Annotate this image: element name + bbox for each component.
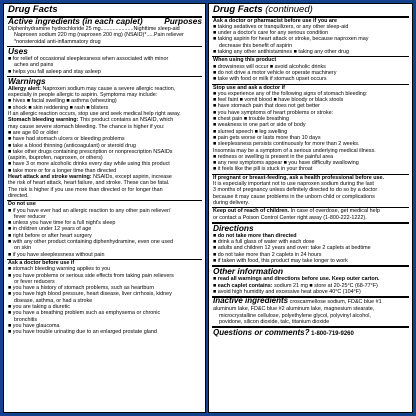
keep-out-line: or contact a Poison Control Center right away (1-800-222-1222). <box>213 214 367 221</box>
inactive-ingredient-line: aluminum lake, FD&C blue #2 aluminum lake, magnesium stearate, <box>213 306 375 313</box>
keep-out-line: Keep out of reach of children. In case of overdose, get medical help <box>213 208 380 215</box>
ask-pharmacist-line: ■ under a doctor's care for any serious condition <box>213 30 329 37</box>
inactive-ingredients-line <box>213 298 409 305</box>
ask-doctor-line: ■ you have high blood pressure, heart disease, liver cirrhosis, kidney <box>8 291 172 298</box>
do-not-use-heading: Do not use <box>8 201 36 208</box>
ask-doctor-line: bronchitis <box>14 316 38 323</box>
purposes-heading: Purposes <box>164 17 202 26</box>
ask-doctor-line: ■ you have glaucoma <box>8 322 60 329</box>
when-using-heading: When using this product <box>213 57 277 64</box>
use-line: ■ helps you fall asleep and stay asleep <box>8 68 101 75</box>
do-not-use-line: ■ if you have sleeplessness without pain <box>8 251 105 258</box>
ask-doctor-line: ■ stomach bleeding warning applies to you <box>8 266 111 273</box>
warning-line: directed. <box>8 192 29 199</box>
drug-facts-title: Drug Facts <box>213 5 263 15</box>
warning-line: ■ are age 60 or older <box>8 129 59 136</box>
stop-use-line: ■ you experience any of the following signs of stomach bleeding: <box>213 90 368 97</box>
warning-line: Heart attack and stroke warning: NSAIDs, except aspirin, increase <box>8 174 172 180</box>
warning-line: ■ take more or for a longer time than directed <box>8 167 117 174</box>
do-not-use-line: ■ right before or after heart surgery <box>8 232 92 239</box>
ask-doctor-line: ■ you have a history of stomach problems, such as heartburn <box>8 285 155 292</box>
do-not-use-line: on skin <box>14 245 32 252</box>
stop-use-line: ■ any new symptoms appear ■ you have difficulty swallowing <box>213 160 359 167</box>
warning-line: If an allergic reaction occurs, stop use and seek medical help right away. <box>8 111 181 117</box>
stop-use-line: ■ redness or swelling is present in the painful area <box>213 153 334 160</box>
warning-line: especially in people allergic to aspirin. Symptoms may include: <box>8 92 158 99</box>
direction-line: ■ do not take more than directed <box>213 232 297 239</box>
warning-line: ■ have 3 or more alcoholic drinks every day while using this product <box>8 161 170 168</box>
active-ingredient-line: Diphenhydramine hydrochloride 25 mg......................Nighttime sleep-aid <box>8 26 180 32</box>
do-not-use-line: ■ unless you have time for a full night's sleep <box>8 220 116 227</box>
inactive-ingredients-heading: Inactive ingredients <box>213 298 289 306</box>
stop-use-line: ■ feel faint ■ vomit blood ■ have bloody or black stools <box>213 97 344 104</box>
drug-facts-title: Drug Facts <box>8 5 58 15</box>
warning-line: may cause severe stomach bleeding. The chance is higher if you: <box>8 123 165 130</box>
stop-use-line: ■ chest pain ■ trouble breathing <box>213 116 290 122</box>
active-ingredients-heading: Active ingredients (in each caplet) <box>8 17 143 26</box>
ask-pharmacist-heading: Ask a doctor or pharmacist before use if you are <box>213 17 338 24</box>
warning-line: ■ have had stomach ulcers or bleeding problems <box>8 136 125 143</box>
stop-use-line: ■ it feels like the pill is stuck in your throat <box>213 166 313 173</box>
do-not-use-line: ■ if you have ever had an allergic reaction to any other pain reliever/ <box>8 207 171 214</box>
stop-use-line: ■ slurred speech ■ leg swelling <box>213 128 288 135</box>
use-line: aches and pains <box>14 62 54 69</box>
warnings-heading: Warnings <box>8 76 46 86</box>
pregnant-line: during delivery. <box>213 199 250 206</box>
do-not-use-line: fever reducer <box>14 213 46 220</box>
when-using-line: ■ drowsiness will occur ■ avoid alcoholic drinks <box>213 63 326 70</box>
ask-pharmacist-line: ■ taking aspirin for heart attack or stroke, because naproxen may <box>213 36 369 43</box>
pregnant-line: If pregnant or breast-feeding, ask a health professional before use. <box>213 174 385 181</box>
warning-line: Stomach bleeding warning: This product contains an NSAID, which <box>8 117 174 124</box>
ask-doctor-line: or fever reducers <box>14 278 55 285</box>
pregnant-line: because it may cause problems in the unborn child or complications <box>213 193 375 200</box>
continued-label: (continued) <box>262 5 313 15</box>
other-info-line: ■ read all warnings and directions before use. Keep outer carton. <box>213 276 380 283</box>
ask-pharmacist-line: ■ taking sedatives or tranquilizers, or any other sleep-aid <box>213 23 349 30</box>
warning-line: ■ hives ■ facial swelling ■ asthma (wheezing) <box>8 98 117 105</box>
when-using-line: ■ do not drive a motor vehicle or operate machinery <box>213 69 337 76</box>
pregnant-line: 3 months of pregnancy unless definitely directed to do so by a doctor <box>213 187 378 194</box>
drug-facts-continued-title <box>213 5 409 15</box>
do-not-use-line: ■ in children under 12 years of age <box>8 226 92 233</box>
direction-line: ■ adults and children 12 years and over: take 2 caplets at bedtime <box>213 245 371 252</box>
stop-use-line: ■ have stomach pain that does not get better <box>213 103 320 110</box>
ask-doctor-line: ■ you have a breathing problem such as emphysema or chronic <box>8 310 161 317</box>
pregnant-line: It is especially important not to use naproxen sodium during the last <box>213 181 374 187</box>
questions-heading: Questions or comments? <box>213 328 310 338</box>
stop-use-line: ■ pain gets worse or lasts more than 10 days <box>213 134 321 141</box>
stop-use-line: ■ sleeplessness persists continuously for more than 2 weeks. <box>213 141 360 148</box>
ask-doctor-line: ■ you have problems or serious side effects from taking pain relievers <box>8 272 174 279</box>
inactive-ingredient-line: microcrystalline cellulose, polyethylene glycol, polyvinyl alcohol, <box>219 312 371 319</box>
warning-line: Allergy alert: Naproxen sodium may cause a severe allergic reaction, <box>8 85 176 92</box>
ask-pharmacist-line: ■ taking any other antihistamines ■ taking any other drug <box>213 49 349 55</box>
stop-use-line: ■ weakness in one part or side of body <box>213 122 306 129</box>
inactive-ingredient-line: povidone, silicon dioxide, talc, titanium dioxide <box>219 318 330 325</box>
direction-line: ■ drink a full glass of water with each dose <box>213 239 315 246</box>
ask-doctor-line: ■ you have trouble urinating due to an enlarged prostate gland <box>8 329 157 336</box>
stop-use-line: ■ you have symptoms of heart problems or stroke: <box>213 109 334 116</box>
direction-line: ■ do not take more than 2 caplets in 24 hours <box>213 251 322 258</box>
drug-facts-panel-right <box>208 3 413 413</box>
drug-facts-panel-left <box>3 3 206 413</box>
other-info-line: ■ avoid high humidity and excessive heat above 40°C (104°F) <box>213 288 361 295</box>
other-information-heading: Other information <box>213 267 284 277</box>
use-line: ■ for relief of occasional sleeplessness when associated with minor <box>8 55 169 62</box>
stop-use-heading: Stop use and ask a doctor if <box>213 84 285 91</box>
ask-doctor-heading: Ask a doctor before use if <box>8 259 75 266</box>
warning-line: ■ shock ■ skin reddening ■ rash ■ blisters <box>8 104 109 111</box>
ask-pharmacist-line: decrease this benefit of aspirin <box>219 42 293 49</box>
stop-use-line: Insomnia may be a symptom of a serious underlying medical illness. <box>213 147 376 154</box>
inactive-ingredients-first: croscarmellose sodium, FD&C blue #1 <box>288 299 382 306</box>
direction-line: ■ if taken with food, this product may take longer to work <box>213 258 348 264</box>
questions-line <box>213 328 409 339</box>
other-info-line: ■ each caplet contains: sodium 21 mg ■ store at 20-25°C (68-77°F) <box>213 282 378 289</box>
warning-line: (aspirin, ibuprofen, naproxen, or others) <box>8 155 103 162</box>
uses-heading: Uses <box>8 46 28 56</box>
when-using-line: ■ take with food or milk if stomach upset occurs <box>213 76 327 83</box>
warning-line: the risk of heart attack, heart failure, and stroke. These can be fatal. <box>8 180 170 187</box>
ask-doctor-line: disease, asthma, or had a stroke <box>14 297 93 304</box>
active-ingredient-line: *nonsteroidal anti-inflammatory drug <box>14 38 101 45</box>
phone-number: 1-800-719-9260 <box>309 331 354 338</box>
do-not-use-line: ■ with any other product containing diphenhydramine, even one used <box>8 239 174 245</box>
ask-doctor-line: ■ you are taking a diuretic <box>8 304 70 310</box>
active-ingredient-line: Naproxen sodium 220 mg (naproxen 200 mg) (NSAID)*.....Pain reliever <box>14 32 184 39</box>
warning-line: The risk is higher if you use more than directed or for longer than <box>8 186 163 193</box>
warning-line: ■ take other drugs containing prescription or nonprescription NSAIDs <box>8 148 173 155</box>
directions-heading: Directions <box>213 223 254 233</box>
warning-line: ■ take a blood thinning (anticoagulant) or steroid drug <box>8 142 136 149</box>
